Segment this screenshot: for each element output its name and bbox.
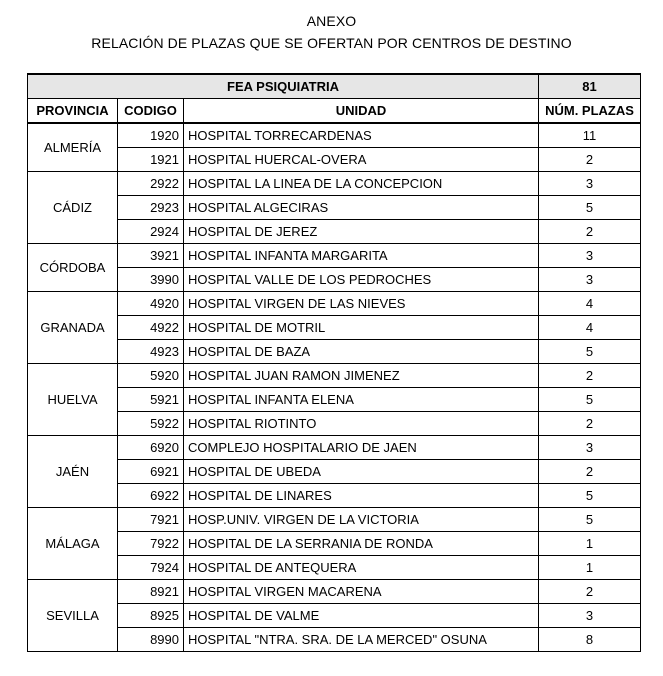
unidad-cell: HOSPITAL LA LINEA DE LA CONCEPCION [184,172,539,196]
plazas-cell: 3 [539,436,641,460]
codigo-cell: 8921 [118,580,184,604]
table-row [28,268,641,292]
provincia-cell: HUELVA [28,364,118,436]
table-row [28,604,641,628]
provincia-cell: JAÉN [28,436,118,508]
unidad-cell: HOSPITAL DE MOTRIL [184,316,539,340]
plazas-cell: 1 [539,556,641,580]
unidad-cell: HOSPITAL TORRECARDENAS [184,123,539,148]
codigo-cell: 2923 [118,196,184,220]
codigo-cell: 1920 [118,123,184,148]
codigo-cell: 8925 [118,604,184,628]
plazas-cell: 4 [539,292,641,316]
plazas-cell: 8 [539,628,641,652]
unidad-cell: HOSPITAL INFANTA ELENA [184,388,539,412]
unidad-cell: HOSPITAL VIRGEN MACARENA [184,580,539,604]
document-title: ANEXO [306,13,357,29]
unidad-cell: HOSPITAL DE BAZA [184,340,539,364]
plazas-cell: 5 [539,388,641,412]
plazas-table [27,73,641,652]
unidad-cell: HOSPITAL DE UBEDA [184,460,539,484]
codigo-cell: 7924 [118,556,184,580]
plazas-cell: 3 [539,604,641,628]
codigo-cell: 5920 [118,364,184,388]
plazas-cell: 2 [539,364,641,388]
plazas-cell: 1 [539,532,641,556]
codigo-cell: 4920 [118,292,184,316]
codigo-cell: 4923 [118,340,184,364]
codigo-cell: 6922 [118,484,184,508]
table-row [28,556,641,580]
codigo-cell: 7922 [118,532,184,556]
plazas-cell: 2 [539,580,641,604]
header-plazas: NÚM. PLAZAS [539,99,641,124]
unidad-cell: HOSPITAL DE JEREZ [184,220,539,244]
header-unidad: UNIDAD [184,99,539,124]
codigo-cell: 3990 [118,268,184,292]
plazas-cell: 4 [539,316,641,340]
unidad-cell: COMPLEJO HOSPITALARIO DE JAEN [184,436,539,460]
table-body [28,123,641,652]
total-plazas: 81 [539,74,641,99]
unidad-cell: HOSPITAL DE LINARES [184,484,539,508]
codigo-cell: 3921 [118,244,184,268]
codigo-cell: 7921 [118,508,184,532]
header-row [28,99,641,124]
table-row [28,148,641,172]
table-row [28,364,641,388]
plazas-cell: 2 [539,412,641,436]
table-row [28,628,641,652]
plazas-cell: 3 [539,268,641,292]
provincia-cell: ALMERÍA [28,123,118,172]
provincia-cell: MÁLAGA [28,508,118,580]
plazas-cell: 5 [539,484,641,508]
unidad-cell: HOSPITAL JUAN RAMON JIMENEZ [184,364,539,388]
plazas-cell: 2 [539,148,641,172]
codigo-cell: 6921 [118,460,184,484]
table-row [28,244,641,268]
plazas-cell: 5 [539,508,641,532]
codigo-cell: 5922 [118,412,184,436]
unidad-cell: HOSPITAL DE VALME [184,604,539,628]
codigo-cell: 8990 [118,628,184,652]
codigo-cell: 4922 [118,316,184,340]
plazas-cell: 3 [539,172,641,196]
table-row [28,172,641,196]
unidad-cell: HOSPITAL "NTRA. SRA. DE LA MERCED" OSUNA [184,628,539,652]
provincia-cell: SEVILLA [28,580,118,652]
unidad-cell: HOSPITAL VALLE DE LOS PEDROCHES [184,268,539,292]
header-codigo: CODIGO [118,99,184,124]
codigo-cell: 1921 [118,148,184,172]
plazas-cell: 11 [539,123,641,148]
table-row [28,123,641,148]
table-row [28,388,641,412]
unidad-cell: HOSP.UNIV. VIRGEN DE LA VICTORIA [184,508,539,532]
unidad-cell: HOSPITAL DE ANTEQUERA [184,556,539,580]
plazas-cell: 5 [539,340,641,364]
table-row [28,580,641,604]
unidad-cell: HOSPITAL ALGECIRAS [184,196,539,220]
plazas-cell: 2 [539,460,641,484]
plazas-cell: 2 [539,220,641,244]
specialty-row [28,74,641,99]
codigo-cell: 5921 [118,388,184,412]
specialty-name: FEA PSIQUIATRIA [28,74,539,99]
table-row [28,292,641,316]
table-row [28,220,641,244]
provincia-cell: CÓRDOBA [28,244,118,292]
table-row [28,316,641,340]
provincia-cell: CÁDIZ [28,172,118,244]
table-row [28,196,641,220]
document-subtitle: RELACIÓN DE PLAZAS QUE SE OFERTAN POR CENTROS DE DESTINO [91,35,572,51]
provincia-cell: GRANADA [28,292,118,364]
plazas-cell: 5 [539,196,641,220]
unidad-cell: HOSPITAL INFANTA MARGARITA [184,244,539,268]
codigo-cell: 2924 [118,220,184,244]
table-row [28,412,641,436]
unidad-cell: HOSPITAL VIRGEN DE LAS NIEVES [184,292,539,316]
table-row [28,532,641,556]
header-provincia: PROVINCIA [28,99,118,124]
unidad-cell: HOSPITAL HUERCAL-OVERA [184,148,539,172]
plazas-cell: 3 [539,244,641,268]
table-row [28,484,641,508]
table-row [28,508,641,532]
codigo-cell: 2922 [118,172,184,196]
table-row [28,340,641,364]
unidad-cell: HOSPITAL RIOTINTO [184,412,539,436]
codigo-cell: 6920 [118,436,184,460]
unidad-cell: HOSPITAL DE LA SERRANIA DE RONDA [184,532,539,556]
table-row [28,436,641,460]
table-row [28,460,641,484]
